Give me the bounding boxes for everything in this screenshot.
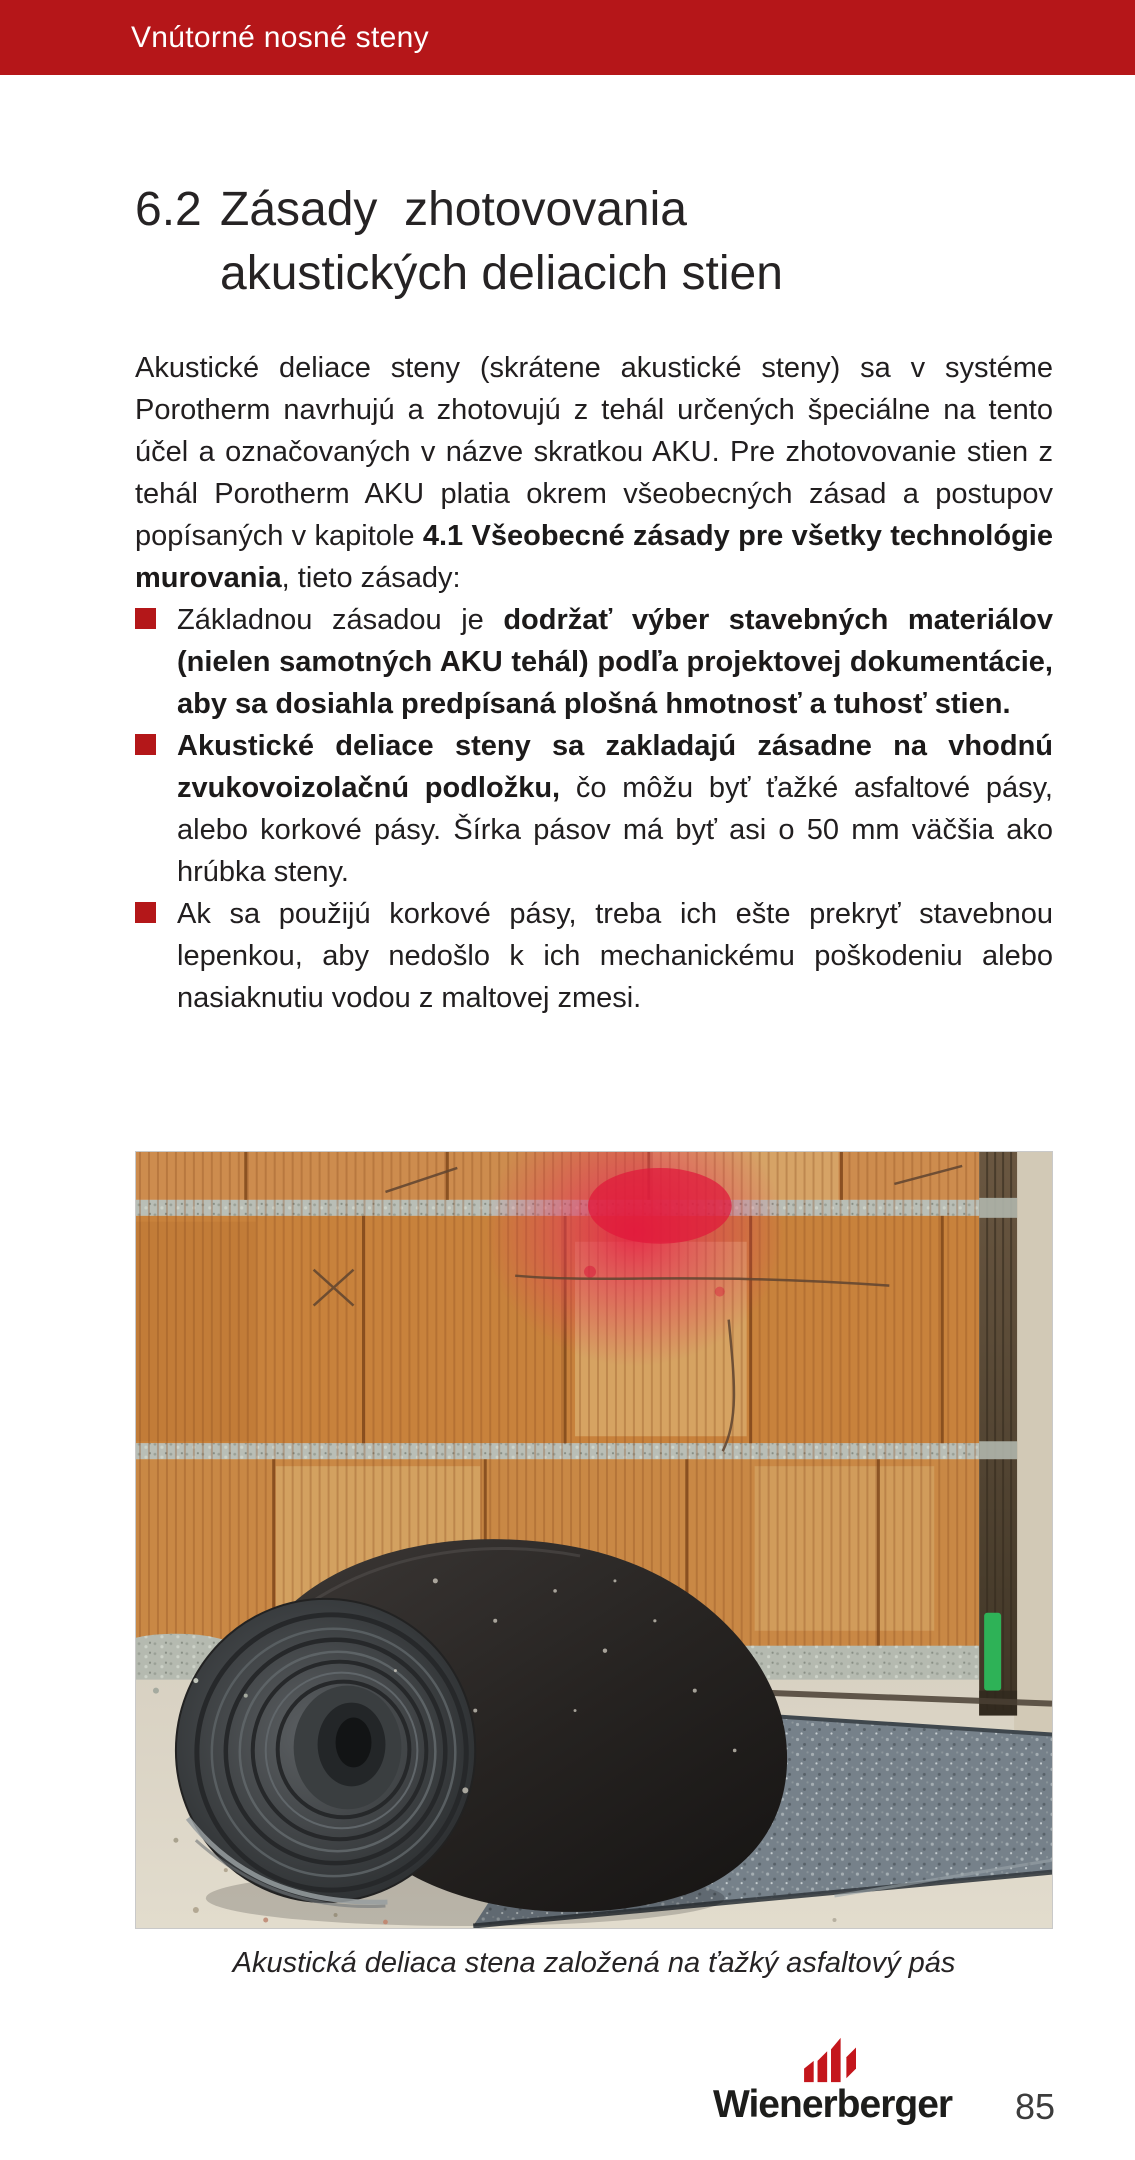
text-run-bold: 4.1 Všeobecné zásady pre všetky technológie murovania [135,520,1053,594]
wooden-board [979,1152,1017,1716]
bullet-item [135,893,1053,1019]
bullet-list [135,599,1053,1019]
text-run-bold: dodržať výber stavebných materiálov (nielen samotných AKU tehál) podľa projektovej dokumentácie, aby sa dosiahla predpísaná plošná hmotnosť a tuhosť stien. [177,604,1053,720]
text-run: Ak sa použijú korkové pásy, treba ich ešte prekryť stavebnou lepenkou, aby nedošlo k ich mechanickému poškodeniu alebo nasiaknutiu vodou z maltovej zmesi. [177,898,1053,1014]
bullet-square-icon [135,608,156,629]
text-run: Akustické deliace steny (skrátene akustické steny) sa v systéme Porotherm navrhujú a zhotovujú z tehál určených špeciálne na tento účel a označovaných v názve skratkou AKU. Pre zhotovovanie stien z tehál Porotherm AKU platia okrem všeobecných zásad a postupov popísaných v kapitole [135,352,1053,552]
section-heading [135,178,1085,306]
text-run-bold: Akustické deliace steny sa zakladajú zásadne na vhodnú zvukovoizolačnú podložku, [177,730,1053,804]
bullet-item [135,725,1053,893]
wienerberger-logo-icon [799,2034,863,2084]
bullet-square-icon [135,734,156,755]
construction-photo-illustration [136,1152,1052,1928]
text-run: , tieto zásady: [281,562,461,594]
bullet-square-icon [135,902,156,923]
chapter-header-bar [0,0,1135,75]
body-copy [135,347,1053,1019]
text-run: Základnou zásadou je [177,604,504,636]
intro-paragraph [135,347,1053,599]
brand-wordmark: Wienerberger [713,2083,953,2126]
figure-photo [135,1151,1053,1929]
side-wall [1014,1152,1052,1770]
section-heading-line1: Zásady zhotovovania [220,183,687,236]
green-mark [984,1613,1001,1691]
text-run: čo môžu byť ťažké asfaltové pásy, alebo korkové pásy. Šírka pásov má byť asi o 50 mm väčšia ako hrúbka steny. [177,772,1053,888]
chapter-title: Vnútorné nosné steny [131,20,429,54]
section-number: 6.2 [135,183,202,236]
page-number: 85 [1014,2086,1055,2127]
section-heading-line2: akustických deliacich stien [220,247,783,300]
bullet-item [135,599,1053,725]
figure-caption: Akustická deliaca stena založená na ťažký asfaltový pás [232,1947,956,1979]
